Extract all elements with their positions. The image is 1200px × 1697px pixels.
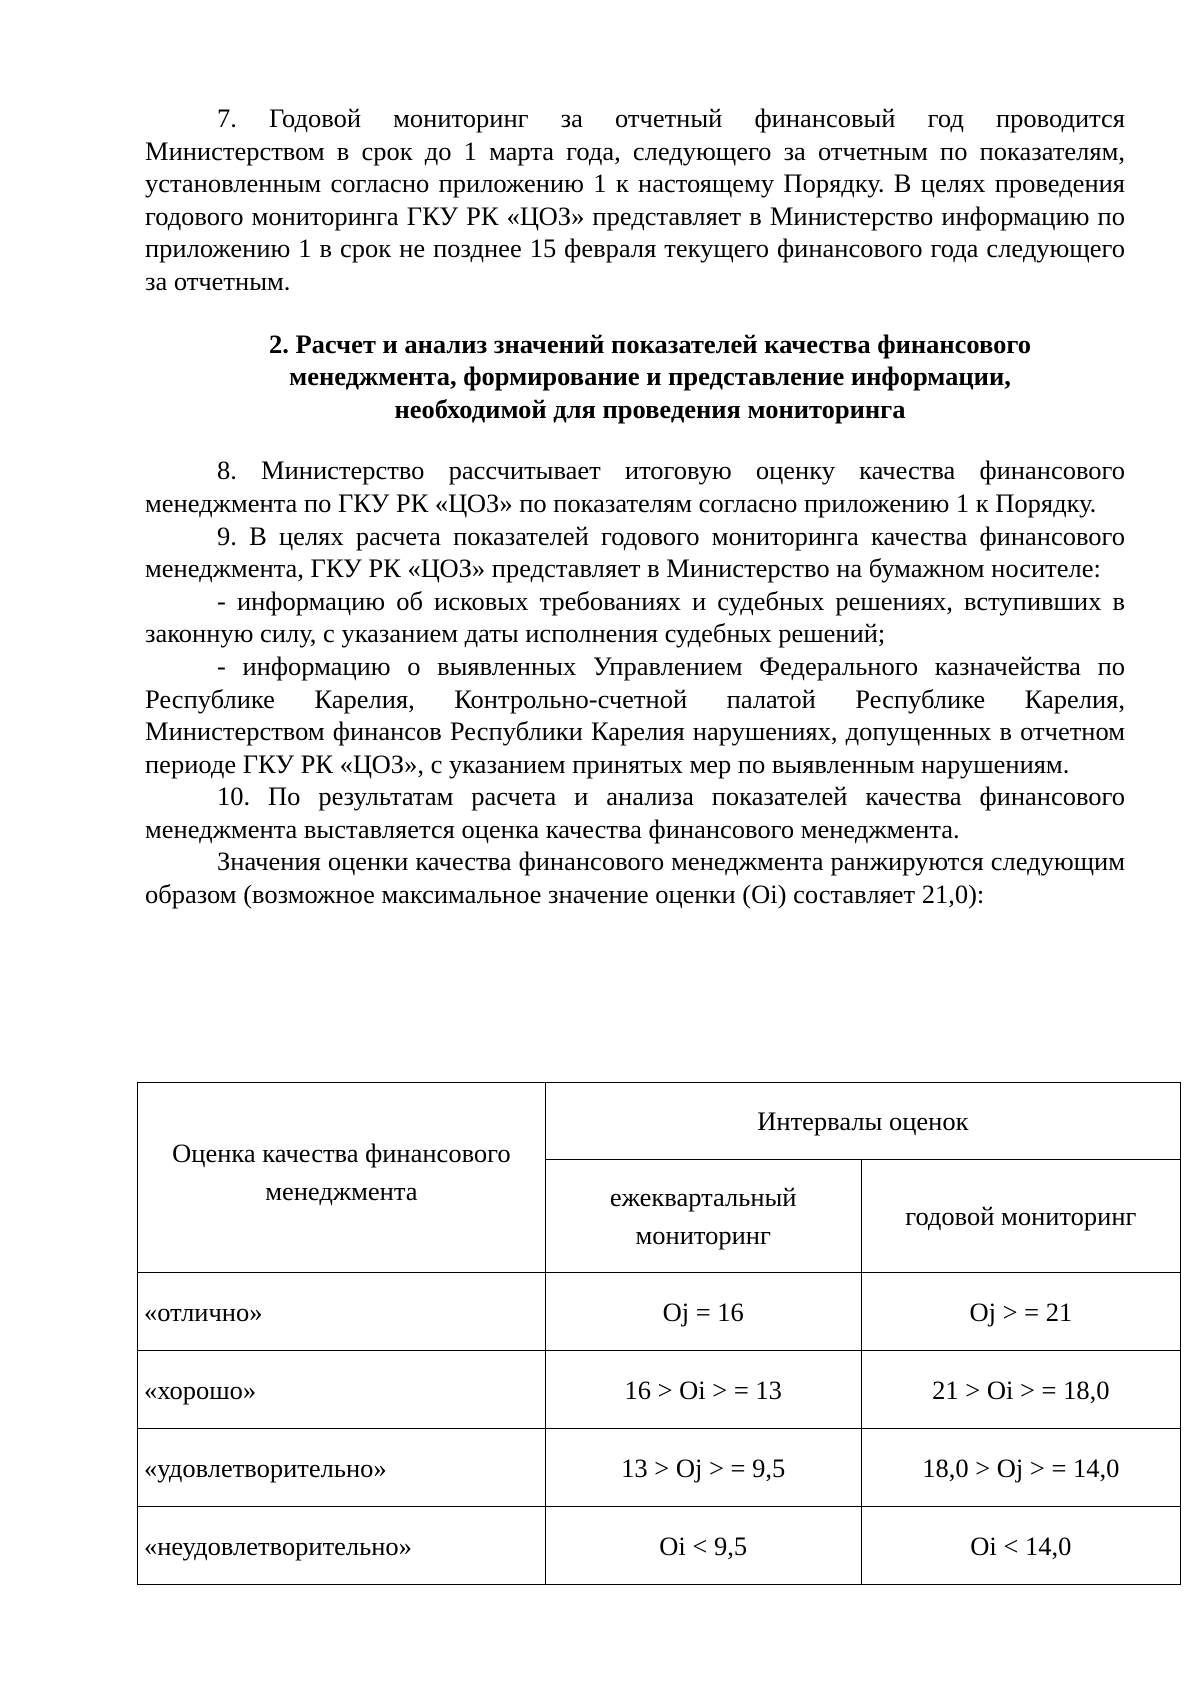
- section-heading-line-3: необходимой для проведения мониторинга: [394, 393, 906, 424]
- annual-cell: 18,0 > Oj > = 14,0: [861, 1429, 1180, 1507]
- quarterly-cell: Oj = 16: [545, 1273, 861, 1351]
- header-annual: годовой мониторинг: [861, 1160, 1180, 1273]
- paragraph-10: 10. По результатам расчета и анализа показателей качества финансового менеджмента выставляется оценка качества финансового менеджмента.: [145, 781, 1125, 844]
- quarterly-cell: Oi < 9,5: [545, 1507, 861, 1585]
- table-header-row: [138, 1083, 1181, 1160]
- table-row: [138, 1351, 1181, 1429]
- paragraph-7: 7. Годовой мониторинг за отчетный финансовый год проводится Министерством в срок до 1 марта года, следующего за отчетным по показателям, установленным согласно приложению 1 к настоящему Порядку. В целях проведения годового мониторинга ГКУ РК «ЦОЗ» представляет в Министерство информацию по приложению 1 в срок не позднее 15 февраля текущего финансового года следующего за отчетным.: [145, 103, 1125, 296]
- section-heading: [145, 328, 1125, 426]
- table-row: [138, 1507, 1181, 1585]
- table-row: [138, 1429, 1181, 1507]
- header-quarterly: ежеквартальный мониторинг: [545, 1160, 861, 1273]
- document-body: [145, 102, 1125, 911]
- paragraph-8: 8. Министерство рассчитывает итоговую оценку качества финансового менеджмента по ГКУ РК «ЦОЗ» по показателям согласно приложению 1 к Порядку.: [145, 455, 1125, 518]
- grade-cell: «неудовлетворительно»: [138, 1507, 546, 1585]
- quarterly-cell: 16 > Oi > = 13: [545, 1351, 861, 1429]
- table-row: [138, 1273, 1181, 1351]
- grade-cell: «хорошо»: [138, 1351, 546, 1429]
- annual-cell: 21 > Oi > = 18,0: [861, 1351, 1180, 1429]
- header-grade: Оценка качества финансового менеджмента: [138, 1083, 546, 1273]
- section-heading-line-1: 2. Расчет и анализ значений показателей качества финансового: [268, 328, 1032, 359]
- paragraph-9-item-1: - информацию об исковых требованиях и судебных решениях, вступивших в законную силу, с указанием даты исполнения судебных решений;: [145, 585, 1125, 649]
- grades-table: [137, 1082, 1181, 1585]
- paragraph-9-item-2: - информацию о выявленных Управлением Федерального казначейства по Республике Карелия, Контрольно-счетной палатой Республике Карелия, Министерством финансов Республики Карелия нарушениях, допущенных в отчетном периоде ГКУ РК «ЦОЗ», с указанием принятых мер по выявленным нарушениям.: [145, 650, 1125, 779]
- grade-cell: «отлично»: [138, 1273, 546, 1351]
- quarterly-cell: 13 > Oj > = 9,5: [545, 1429, 861, 1507]
- paragraph-9: 9. В целях расчета показателей годового мониторинга качества финансового менеджмента, ГКУ РК «ЦОЗ» представляет в Министерство на бумажном носителе:: [145, 520, 1125, 584]
- grade-cell: «удовлетворительно»: [138, 1429, 546, 1507]
- section-heading-line-2: менеджмента, формирование и представление информации,: [289, 361, 1011, 392]
- annual-cell: Oi < 14,0: [861, 1507, 1180, 1585]
- annual-cell: Oj > = 21: [861, 1273, 1180, 1351]
- header-intervals: Интервалы оценок: [545, 1083, 1180, 1160]
- paragraph-11: Значения оценки качества финансового менеджмента ранжируются следующим образом (возможное максимальное значение оценки (Oi) составляет 21,0):: [145, 846, 1125, 910]
